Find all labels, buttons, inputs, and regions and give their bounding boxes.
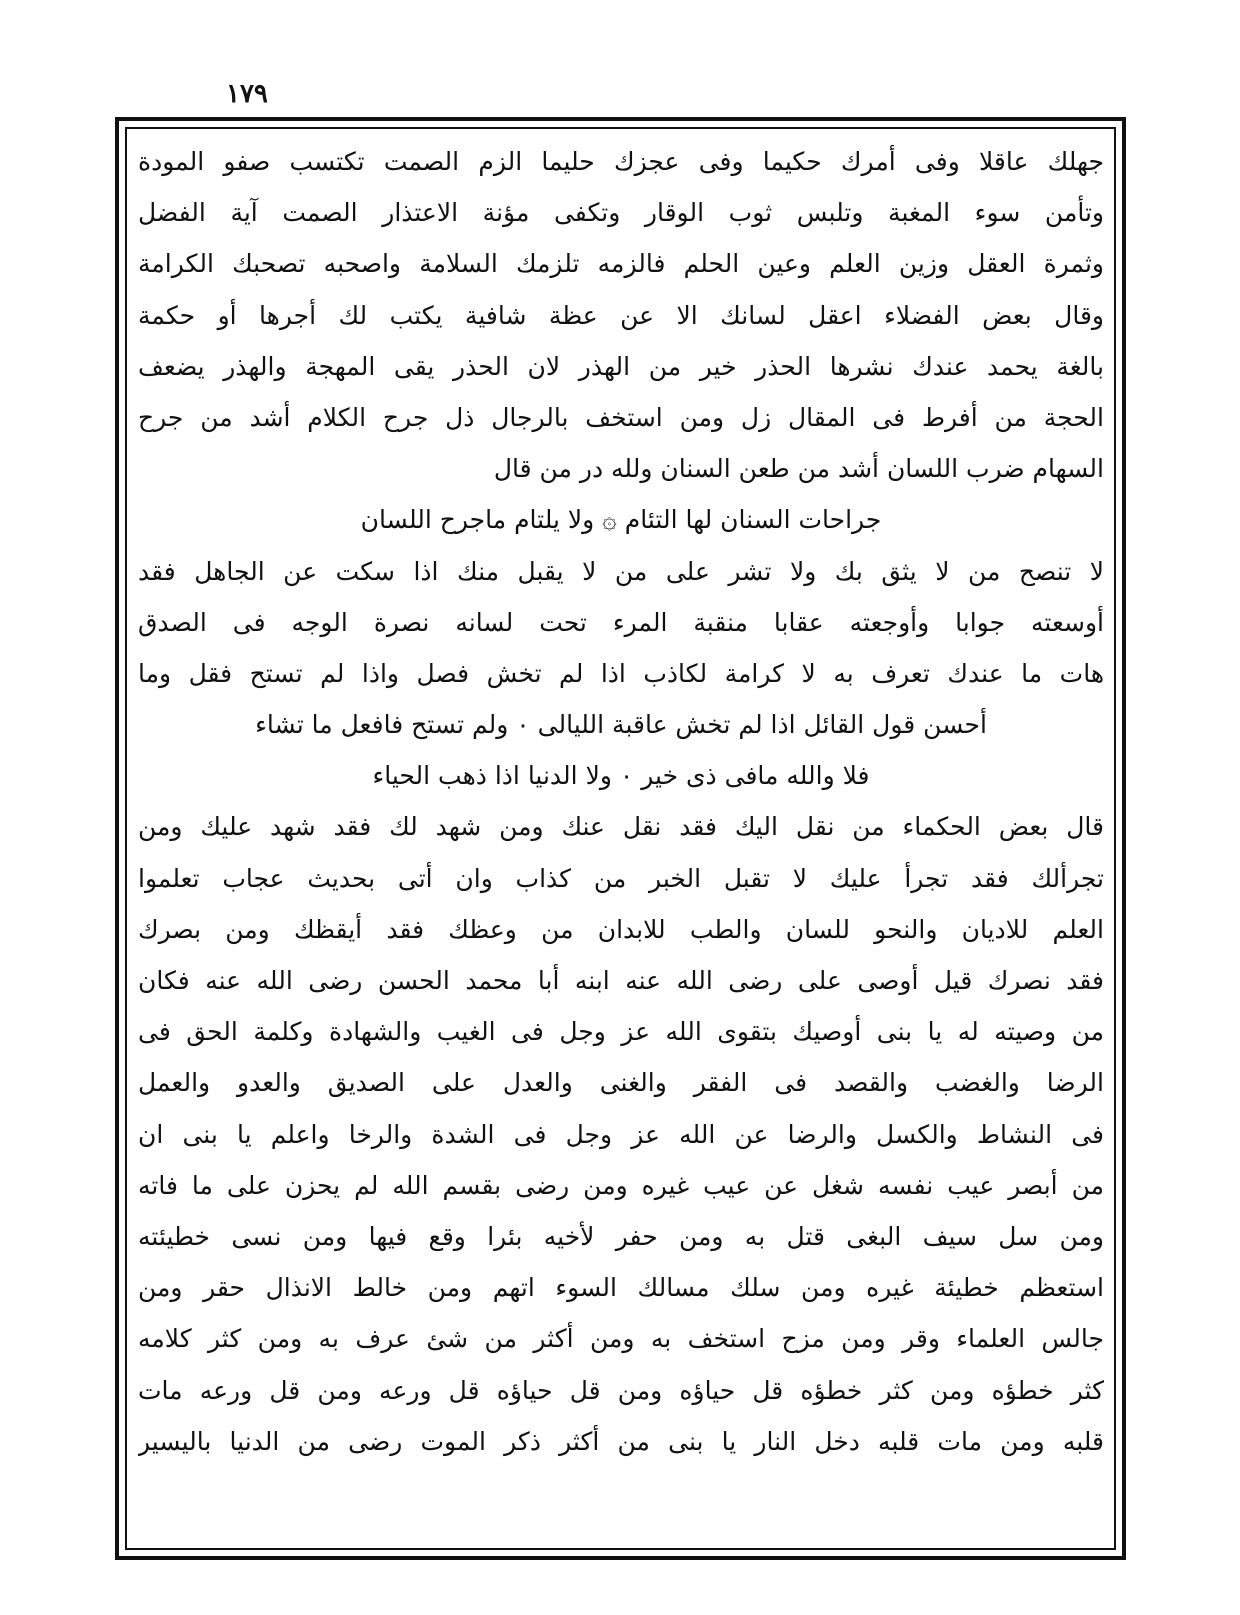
text-line: استعظم خطيئة غيره ومن سلك مسالك السوء اتهم ومن خالط الانذال حقر ومن [138, 1273, 1104, 1303]
text-line: العلم للاديان والنحو للسان والطب للابدان من وعظك فقد أيقظك ومن بصرك [138, 914, 1104, 944]
text-line: وتأمن سوء المغبة وتلبس ثوب الوقار وتكفى مؤنة الاعتذار الصمت آية الفضل [138, 198, 1104, 228]
text-line: قلبه ومن مات قلبه دخل النار يا بنى من أكثر ذكر الموت رضى من الدنيا باليسير [138, 1426, 1104, 1456]
text-line: كثر خطؤه ومن كثر خطؤه قل حياؤه ومن قل حياؤه قل ورعه ومن قل ورعه مات [138, 1375, 1104, 1405]
text-line: هات ما عندك تعرف به لا كرامة لكاذب اذا لم تخش فصل واذا لم تستح فقل وما [138, 658, 1104, 688]
text-line: من وصيته له يا بنى أوصيك بتقوى الله عز وجل فى الغيب والشهادة وكلمة الحق فى [138, 1017, 1104, 1047]
text-line: الرضا والغضب والقصد فى الفقر والغنى والعدل على الصديق والعدو والعمل [138, 1068, 1104, 1098]
text-line: أوسعته جوابا وأوجعته عقابا منقبة المرء تحت لسانه نصرة الوجه فى الصدق [138, 607, 1104, 637]
text-line: الحجة من أفرط فى المقال زل ومن استخف بالرجال ذل جرح الكلام أشد من جرح [138, 402, 1104, 432]
text-line: تجرألك فقد تجرأ عليك لا تقبل الخبر من كذاب وان أتى بحديث عجاب تعلموا [138, 863, 1104, 893]
verse-line: أحسن قول القائل اذا لم تخش عاقبة الليالى ۰ ولم تستح فافعل ما تشاء [255, 710, 987, 740]
text-line: قال بعض الحكماء من نقل اليك فقد نقل عنك ومن شهد لك فقد شهد عليك ومن [138, 812, 1104, 842]
text-line: ومن سل سيف البغى قتل به ومن حفر لأخيه بئرا وقع فيها ومن نسى خطيئته [138, 1221, 1104, 1251]
text-line: من أبصر عيب نفسه شغل عن عيب غيره ومن رضى بقسم الله لم يحزن على ما فاته [138, 1170, 1104, 1200]
page-number: ۱۷۹ [226, 79, 268, 109]
text-line: بالغة يحمد عندك نشرها الحذر خير من الهذر لان الحذر يقى المهجة والهذر يضعف [138, 351, 1104, 381]
text-line: لا تنصح من لا يثق بك ولا تشر على من لا يقبل منك اذا سكت عن الجاهل فقد [138, 556, 1104, 586]
text-line: وثمرة العقل وزين العلم وعين الحلم فالزمه تلزمك السلامة واصحبه تصحبك الكرامة [138, 249, 1104, 279]
text-line: فى النشاط والكسل والرضا عن الله عز وجل فى الشدة والرخا واعلم يا بنى ان [138, 1119, 1104, 1149]
text-line: السهام ضرب اللسان أشد من طعن السنان ولله در من قال [493, 454, 1104, 484]
text-block [138, 136, 1104, 1544]
text-line: جهلك عاقلا وفى أمرك حكيما وفى عجزك حليما الزم الصمت تكتسب صفو المودة [138, 147, 1104, 176]
verse-line: فلا والله مافى ذى خير ۰ ولا الدنيا اذا ذهب الحياء [372, 761, 870, 791]
text-line: جالس العلماء وقر ومن مزح استخف به ومن أكثر من شئ عرف به ومن كثر كلامه [138, 1324, 1104, 1354]
verse-line: جراحات السنان لها التئام ۞ ولا يلتام ماجرح اللسان [360, 505, 882, 535]
text-line: وقال بعض الفضلاء اعقل لسانك الا عن عظة شافية يكتب لك أجرها أو حكمة [138, 300, 1104, 330]
text-line: فقد نصرك قيل أوصى على رضى الله عنه ابنه أبا محمد الحسن رضى الله عنه فكان [138, 966, 1104, 995]
